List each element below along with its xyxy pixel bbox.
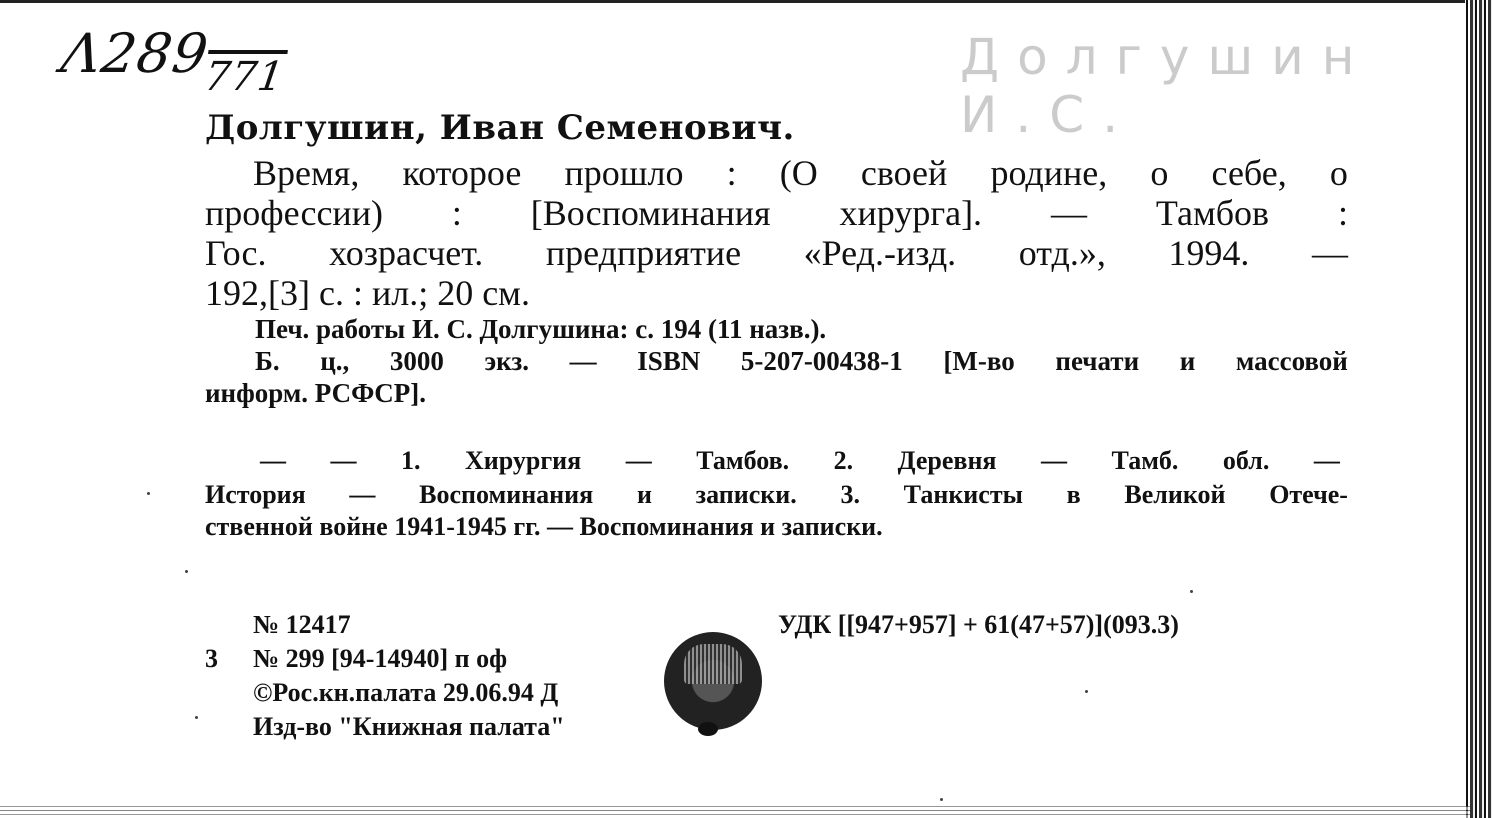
title-line-1 [253, 152, 1348, 194]
title-line-4: 192,[3] с. : ил.; 20 см. [205, 273, 530, 313]
subject-line-1-text: — — 1. Хирургия — Тамбов. 2. Деревня — Тамб. обл. — [260, 446, 1340, 475]
handwritten-number: Λ289 [57, 22, 213, 85]
ink-speck [195, 716, 198, 719]
note-line-2 [255, 346, 1348, 377]
subject-line-1 [260, 446, 1340, 476]
card-number: № 12417 [253, 610, 351, 639]
ink-speck [940, 798, 943, 801]
handwritten-sub: 771 [201, 54, 288, 100]
subject-line-3: ственной войне 1941-1945 гг. — Воспоминания и записки. [205, 512, 883, 541]
note-line-2-text: Б. ц., 3000 экз. — ISBN 5-207-00438-1 [М-во печати и массовой [255, 346, 1348, 376]
title-line-1-text: Время, которое прошло : (О своей родине, о себе, о [253, 153, 1348, 193]
title-line-3-text: Гос. хозрасчет. предприятие «Ред.-изд. отд.», 1994. — [205, 233, 1348, 273]
note-line-3: информ. РСФСР]. [205, 378, 427, 408]
copyright-line: ©Рос.кн.палата 29.06.94 Д [253, 678, 559, 707]
subject-line-2 [205, 480, 1348, 510]
ink-speck [147, 492, 150, 495]
ink-stamp-mark [664, 632, 762, 730]
author-heading: Долгушин, Иван Семенович. [205, 108, 795, 148]
note-line-1: Печ. работы И. С. Долгушина: с. 194 (11 назв.). [255, 314, 827, 344]
handwritten-shelfmark [57, 22, 292, 100]
ink-speck [1190, 590, 1193, 593]
order-number: № 299 [94-14940] п оф [253, 644, 508, 673]
card-bottom-edge [0, 806, 1470, 818]
footer-prefix: 3 [205, 644, 218, 673]
ink-speck [185, 570, 188, 573]
publisher-line: Изд-во "Книжная палата" [253, 712, 565, 741]
title-line-3 [205, 232, 1348, 274]
subject-line-2-text: История — Воспоминания и записки. 3. Танкисты в Великой Отече- [205, 480, 1348, 509]
card-top-edge [0, 0, 1465, 3]
faint-bleedthrough-stamp: Долгушин И.С. [960, 28, 1373, 144]
title-line-2 [205, 192, 1348, 234]
ink-speck [1085, 690, 1088, 693]
udk-classification: УДК [[947+957] + 61(47+57)](093.3) [778, 610, 1179, 639]
title-line-2-text: профессии) : [Воспоминания хирурга]. — Тамбов : [205, 193, 1348, 233]
